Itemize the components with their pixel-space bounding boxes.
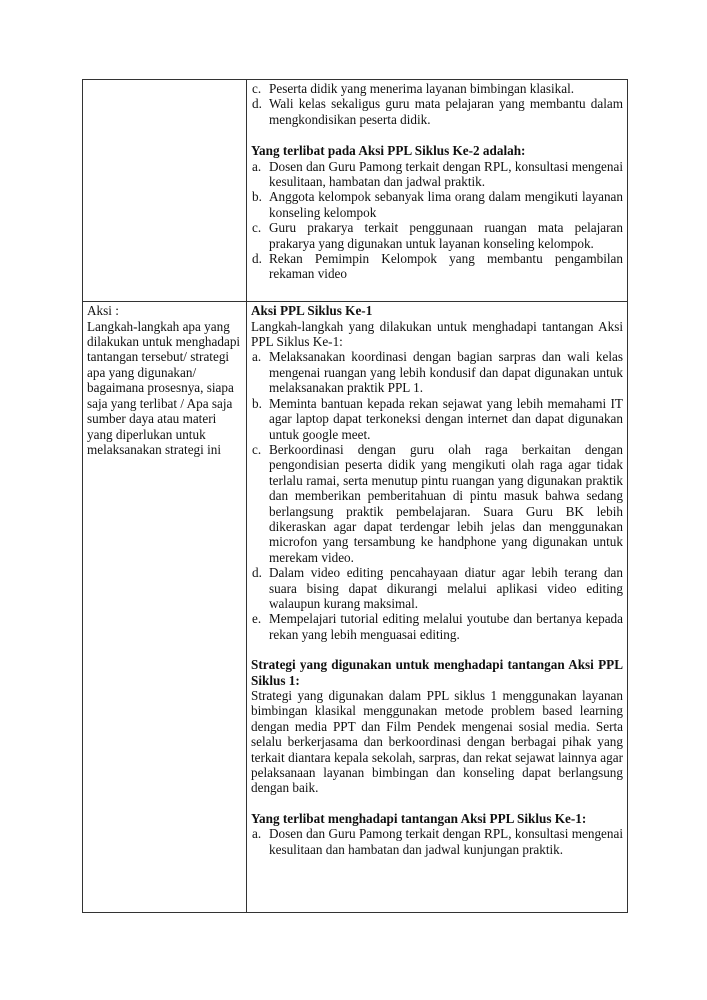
aksi-description: Langkah-langkah apa yang dilakukan untuk menghadapi tantangan tersebut/ strategi apa yang digunakan/ bagaimana prosesnya, siapa saja yang terlibat / Apa saja sumber daya atau materi yang diperlukan untuk melaksanakan strategi ini	[87, 318, 241, 457]
strategy-heading: Strategi yang digunakan untuk menghadapi tantangan Aksi PPL Siklus 1:	[251, 657, 623, 688]
table-row	[83, 80, 628, 302]
right-cell	[247, 80, 628, 302]
strategy-text: Strategi yang digunakan dalam PPL siklus 1 menggunakan layanan bimbingan klasikal menggunakan metode problem based learning dengan media PPT dan Film Pendek mengenai sosial media. Serta selalu berkerjasama dan berkoordinasi dengan berbagai pihak yang terkait diantara kepala sekolah, sarpras, dan rekat sejawat lainnya agar pelaksanaan layanan bimbingan dan konseling dapat berlangsung dengan baik.	[251, 688, 623, 796]
list-continued	[251, 81, 623, 127]
involved-heading: Yang terlibat menghadapi tantangan Aksi PPL Siklus Ke-1:	[251, 810, 587, 826]
list-item: b. Anggota kelompok sebanyak lima orang dalam mengikuti layanan konseling kelompok	[252, 189, 623, 220]
right-cell	[247, 302, 628, 913]
list-item: d. Wali kelas sekaligus guru mata pelajaran yang membantu dalam mengkondisikan peserta didik.	[252, 96, 623, 127]
intro-text: Langkah-langkah yang dilakukan untuk menghadapi tantangan Aksi PPL Siklus Ke-1:	[251, 318, 623, 350]
steps-list	[251, 349, 623, 642]
involved-list-cycle-1	[251, 826, 623, 857]
list-item: a. Dosen dan Guru Pamong terkait dengan RPL, konsultasi mengenai kesulitaan dan hambatan dan jadwal kunjungan praktik.	[252, 826, 623, 857]
involved-list-cycle-2	[251, 159, 623, 282]
left-cell	[83, 302, 247, 913]
list-item: c. Guru prakarya terkait penggunaan ruangan mata pelajaran prakarya yang digunakan untuk layanan konseling kelompok.	[252, 220, 623, 251]
list-item: e. Mempelajari tutorial editing melalui youtube dan bertanya kepada rekan yang lebih menguasai editing.	[252, 611, 623, 642]
list-item: d. Rekan Pemimpin Kelompok yang membantu pengambilan rekaman video	[252, 251, 623, 282]
list-item: c. Berkoordinasi dengan guru olah raga berkaitan dengan pengondisian peserta didik yang mengikuti olah raga agar tidak terlalu ramai, serta menutup pintu ruangan yang digunakan praktik dan memberikan pemberitahuan di pintu masuk bahwa sedang berlangsung praktik pembelajaran. Suara Guru BK lebih dikeraskan agar dapat terdengar lebih jelas dan menggunakan microfon yang tersambung ke handphone yang digunakan untuk merekam video.	[252, 441, 623, 565]
aksi-label: Aksi :	[87, 303, 119, 319]
list-item: c. Peserta didik yang menerima layanan bimbingan klasikal.	[252, 81, 575, 96]
list-item: d. Dalam video editing pencahayaan diatur agar lebih terang dan suara bising dapat dikurangi melalui aplikasi video editing walaupun kurang maksimal.	[252, 565, 623, 611]
reflection-table	[82, 79, 628, 913]
list-item: a. Dosen dan Guru Pamong terkait dengan RPL, konsultasi mengenai kesulitaan, hambatan dan jadwal praktik.	[252, 158, 623, 190]
section-heading: Yang terlibat pada Aksi PPL Siklus Ke-2 adalah:	[251, 143, 526, 159]
list-item: a. Melaksanakan koordinasi dengan bagian sarpras dan wali kelas mengenai ruangan yang lebih kondusif dan dapat digunakan untuk melaksanakan praktik PPL 1.	[252, 349, 623, 396]
table-row	[83, 302, 628, 913]
left-cell-empty	[83, 80, 247, 302]
list-item: b. Meminta bantuan kepada rekan sejawat yang lebih memahami IT agar laptop dapat terkoneksi dengan internet dan dapat digunakan untuk google meet.	[252, 395, 623, 442]
section-title: Aksi PPL Siklus Ke-1	[251, 303, 373, 319]
